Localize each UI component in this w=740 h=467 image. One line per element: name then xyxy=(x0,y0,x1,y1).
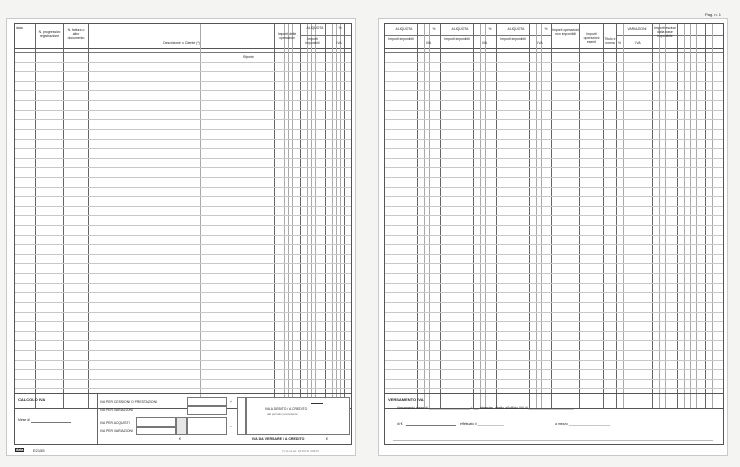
register-row-line xyxy=(385,90,723,91)
r-esclusi: Importi esclusi dalla base imponibile xyxy=(654,26,676,38)
register-row-line xyxy=(15,283,351,284)
register-row-line xyxy=(385,331,723,332)
register-row-line xyxy=(15,273,351,274)
iva-variazioni-label-1: IVA PER VARIAZIONI xyxy=(100,408,133,412)
register-row-line xyxy=(385,225,723,226)
register-row-line xyxy=(15,225,351,226)
register-row-line xyxy=(15,379,351,380)
iva-da-versare-label: IVA DA VERSARE / A CREDITO xyxy=(252,437,305,441)
variazioni-amount-field-1[interactable] xyxy=(187,406,227,415)
register-row-line xyxy=(15,148,351,149)
col-num-prog-header: N. progressivo registrazione xyxy=(38,30,61,38)
register-row-line xyxy=(15,110,351,111)
page-number-label: Pag. n. 1 xyxy=(705,12,722,17)
right-register-page xyxy=(378,12,728,456)
left-register-grid xyxy=(14,23,352,409)
r-imponibili-1: Importi imponibili xyxy=(388,37,414,41)
register-row-line xyxy=(15,360,351,361)
cessioni-amount-field[interactable] xyxy=(187,397,227,406)
brand-logo: data xyxy=(16,448,24,452)
register-row-line xyxy=(385,148,723,149)
col-percent-header: % xyxy=(338,26,342,30)
footer-note: (*) di cui art. 23 D.P.R. 633/72 xyxy=(282,449,319,453)
register-row-line xyxy=(385,139,723,140)
register-row-line xyxy=(15,292,351,293)
r-aliquota-2: ALIQUOTA xyxy=(451,27,469,31)
r-percent-1: % xyxy=(432,27,436,31)
register-row-line xyxy=(385,177,723,178)
r-percent-4: % xyxy=(617,41,621,45)
form-code: E2155 xyxy=(33,448,45,453)
register-row-line xyxy=(385,292,723,293)
register-row-line xyxy=(15,129,351,130)
r-non-imponibili: Importi operazioni non imponibili xyxy=(552,28,579,36)
calcolo-iva-title: CALCOLO IVA xyxy=(18,397,46,402)
register-row-line xyxy=(385,110,723,111)
register-row-line xyxy=(15,263,351,264)
acquisti-amount-field[interactable] xyxy=(136,417,176,427)
versamento-euro-label: di € xyxy=(397,422,403,426)
r-percent-2: % xyxy=(488,27,492,31)
register-row-line xyxy=(385,302,723,303)
register-row-line xyxy=(385,244,723,245)
register-row-line xyxy=(15,302,351,303)
right-register-grid xyxy=(384,23,724,409)
versamento-title: VERSAMENTO IVA xyxy=(388,397,424,402)
register-row-line xyxy=(385,206,723,207)
register-row-line xyxy=(385,350,723,351)
register-row-line xyxy=(385,235,723,236)
register-row-line xyxy=(385,81,723,82)
register-row-line xyxy=(15,119,351,120)
col-importi-header: Importi delle operazioni xyxy=(277,32,297,40)
register-row-line xyxy=(385,158,723,159)
register-row-line xyxy=(385,312,723,313)
versamento-mezzo: a mezzo ______________________ xyxy=(555,422,611,426)
calcolo-iva-box xyxy=(14,393,352,445)
register-row-line xyxy=(15,350,351,351)
periodo-prec-label: dal periodo precedente xyxy=(267,412,298,416)
euro-sign-1: € xyxy=(179,437,181,441)
iva-cessioni-label: IVA PER CESSIONI O PRESTAZIONI xyxy=(100,400,157,404)
versamento-effettuato: effettuato il ______________ xyxy=(460,422,504,426)
subtotal-amount-field[interactable] xyxy=(187,417,227,435)
r-imponibili-2: Importi imponibili xyxy=(444,37,470,41)
register-row-line xyxy=(385,62,723,63)
register-row-line xyxy=(385,379,723,380)
register-row-line xyxy=(385,273,723,274)
r-imponibili-3: Importi imponibili xyxy=(500,37,526,41)
col-data-header: data xyxy=(16,26,23,30)
register-row-line xyxy=(15,312,351,313)
register-row-line xyxy=(385,71,723,72)
minus-sign: – xyxy=(230,424,232,428)
r-iva-4: IVA xyxy=(635,41,641,45)
r-percent-3: % xyxy=(544,27,548,31)
r-iva-1: IVA xyxy=(425,41,432,45)
plus-sign: + xyxy=(230,400,232,404)
register-row-line xyxy=(15,139,351,140)
register-row-line xyxy=(385,369,723,370)
left-register-page xyxy=(6,18,356,456)
col-imponibili-header: Importi imponibili xyxy=(305,37,320,45)
register-row-line xyxy=(15,100,351,101)
register-row-line xyxy=(385,283,723,284)
register-row-line xyxy=(385,254,723,255)
register-row-line xyxy=(15,81,351,82)
col-iva-header: IVA xyxy=(336,41,342,45)
r-iva-2: IVA xyxy=(481,41,488,45)
register-row-line xyxy=(385,119,723,120)
iva-acquisti-label: IVA PER ACQUISTI xyxy=(100,421,130,425)
col-num-fattura-header: N. fattura o altro documento xyxy=(67,28,85,40)
register-row-line xyxy=(15,158,351,159)
register-row-line xyxy=(15,177,351,178)
register-row-line xyxy=(385,388,723,389)
register-row-line xyxy=(385,360,723,361)
register-row-line xyxy=(385,263,723,264)
r-titolo: Titolo e norma xyxy=(604,37,616,45)
euro-sign-2: € xyxy=(326,437,328,441)
register-row-line xyxy=(15,206,351,207)
col-aliquota-header: ALIQUOTA xyxy=(306,26,324,30)
register-row-line xyxy=(385,215,723,216)
register-row-line xyxy=(15,340,351,341)
mese-label: Mese di xyxy=(18,418,30,422)
r-iva-3: IVA xyxy=(537,41,543,45)
register-row-line xyxy=(15,244,351,245)
register-row-line xyxy=(15,62,351,63)
iva-variazioni-label-2: IVA PER VARIAZIONI xyxy=(100,429,133,433)
register-row-line xyxy=(385,340,723,341)
r-variazioni: VARIAZIONI xyxy=(627,27,647,31)
register-row-line xyxy=(15,254,351,255)
debito-credito-label: IVA A DEBITO / A CREDITO xyxy=(265,407,308,411)
register-row-line xyxy=(385,129,723,130)
register-row-line xyxy=(385,196,723,197)
r-aliquota-1: ALIQUOTA xyxy=(395,27,413,31)
register-row-line xyxy=(15,196,351,197)
register-row-line xyxy=(15,235,351,236)
register-row-line xyxy=(15,369,351,370)
register-row-line xyxy=(15,71,351,72)
col-descrizione-header: Descrizione o Cliente (*) xyxy=(163,41,200,45)
register-row-line xyxy=(15,321,351,322)
versamento-line-1: Versamento mese di ______________________ / ___ trimestre, diretto all'ufficio IVA di ________________________ xyxy=(397,406,574,410)
r-esenti: Importi operazioni esenti xyxy=(583,32,600,44)
register-row-line xyxy=(15,388,351,389)
register-row-line xyxy=(385,100,723,101)
riporto-label: Riporto xyxy=(243,55,254,59)
register-row-line xyxy=(15,187,351,188)
r-aliquota-3: ALIQUOTA xyxy=(507,27,525,31)
register-row-line xyxy=(385,321,723,322)
register-row-line xyxy=(15,167,351,168)
register-row-line xyxy=(15,331,351,332)
register-row-line xyxy=(385,167,723,168)
register-row-line xyxy=(385,187,723,188)
register-row-line xyxy=(15,215,351,216)
variazioni-amount-field-2[interactable] xyxy=(136,427,176,435)
versamento-iva-box xyxy=(384,393,724,445)
register-row-line xyxy=(15,90,351,91)
